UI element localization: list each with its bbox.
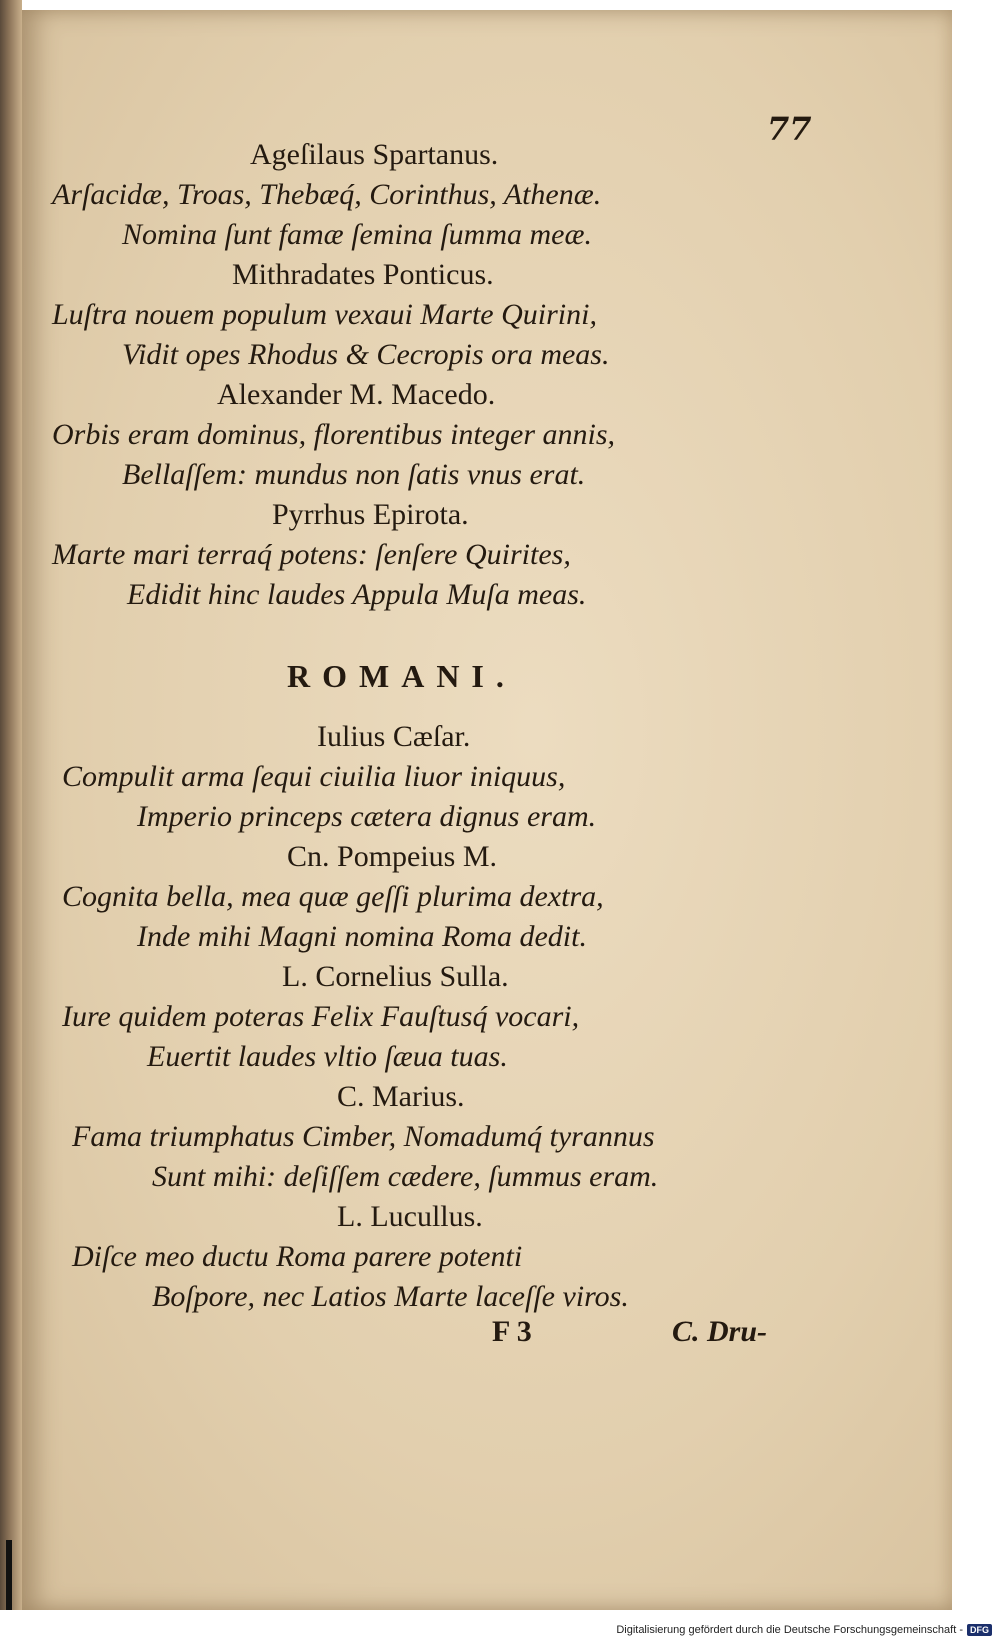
signature-mark: F 3 (492, 1315, 532, 1348)
verse-line: Arſacidæ, Troas, Thebæq́, Corinthus, Athenæ. (52, 178, 602, 211)
verse-line: Imperio princeps cætera dignus eram. (137, 800, 597, 833)
verse-line: Vidit opes Rhodus & Cecropis ora meas. (122, 338, 610, 371)
verse-line: Boſpore, nec Latios Marte laceſſe viros. (152, 1280, 629, 1313)
name-heading: Cn. Pompeius M. (287, 840, 498, 873)
book-page (22, 10, 952, 1610)
verse-line: Iure quidem poteras Felix Fauſtusq́ vocari, (62, 1000, 580, 1033)
name-heading: Pyrrhus Epirota. (272, 498, 469, 531)
footer-text: Digitalisierung gefördert durch die Deutsche Forschungsgemeinschaft - (616, 1624, 963, 1636)
name-heading: L. Lucullus. (337, 1200, 483, 1233)
verse-line: Diſce meo ductu Roma parere potenti (72, 1240, 523, 1273)
spine-ribbon (6, 1540, 12, 1610)
digitization-footer (616, 1624, 992, 1636)
book-spine (0, 0, 22, 1610)
verse-line: Edidit hinc laudes Appula Muſa meas. (127, 578, 587, 611)
verse-line: Cognita bella, mea quæ geſſi plurima dextra, (62, 880, 604, 913)
name-heading: Mithradates Ponticus. (232, 258, 494, 291)
dfg-logo: DFG (967, 1624, 992, 1636)
name-heading: C. Marius. (337, 1080, 465, 1113)
name-heading: Ageſilaus Spartanus. (250, 138, 499, 171)
verse-line: Compulit arma ſequi ciuilia liuor iniquus, (62, 760, 566, 793)
verse-line: Euertit laudes vltio ſæua tuas. (147, 1040, 508, 1073)
section-heading: ROMANI. (287, 658, 516, 694)
verse-line: Luſtra nouem populum vexaui Marte Quirini, (52, 298, 597, 331)
verse-line: Bellaſſem: mundus non ſatis vnus erat. (122, 458, 586, 491)
verse-line: Inde mihi Magni nomina Roma dedit. (137, 920, 587, 953)
verse-line: Orbis eram dominus, florentibus integer annis, (52, 418, 616, 451)
verse-line: Nomina ſunt famæ ſemina ſumma meæ. (122, 218, 592, 251)
name-heading: Alexander M. Macedo. (217, 378, 496, 411)
verse-line: Sunt mihi: deſiſſem cædere, ſummus eram. (152, 1160, 659, 1193)
verse-line: Marte mari terraq́ potens: ſenſere Quirites, (52, 538, 571, 571)
verse-line: Fama triumphatus Cimber, Nomadumq́ tyrannus (72, 1120, 655, 1153)
name-heading: Iulius Cæſar. (317, 720, 471, 753)
name-heading: L. Cornelius Sulla. (282, 960, 509, 993)
catchword: C. Dru- (672, 1315, 768, 1348)
page-number: 77 (767, 110, 812, 148)
